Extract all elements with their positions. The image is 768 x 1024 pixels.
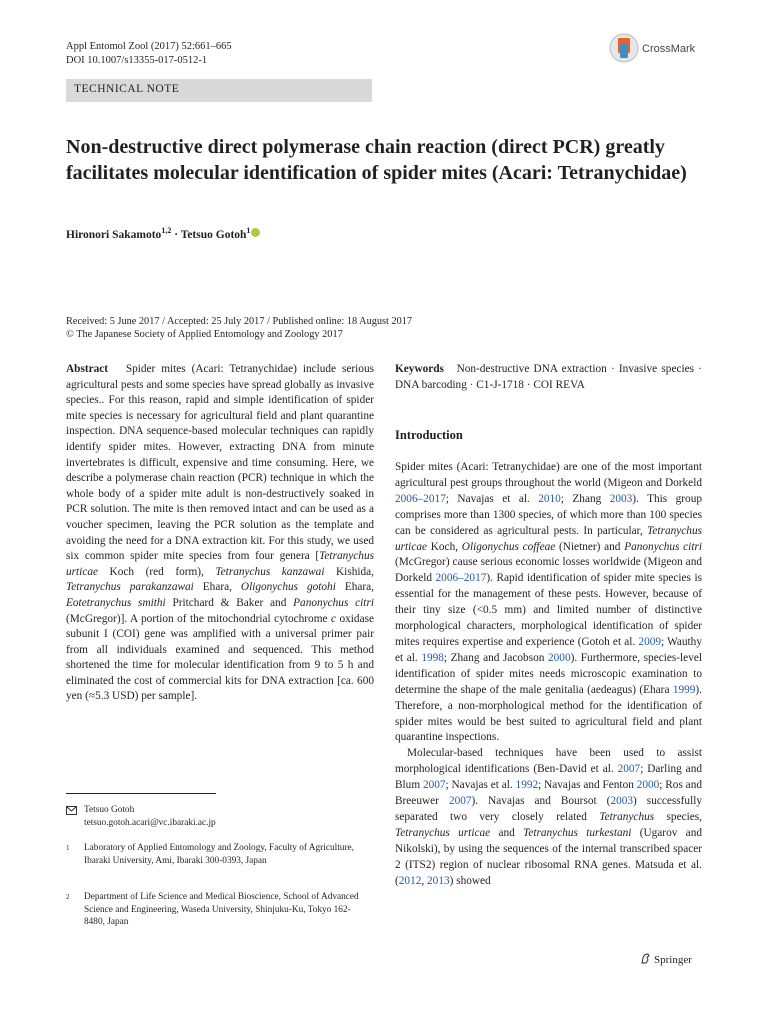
- text: ). This group comprises more than 1300 species, of which more than 100 species can be considered as agricultural pests. In particular,: [395, 492, 702, 537]
- dates-line: Received: 5 June 2017 / Accepted: 25 July 2017 / Published online: 18 August 2017: [66, 316, 413, 327]
- text: ; Darling and Blum: [395, 763, 702, 792]
- doi[interactable]: DOI 10.1007/s13355-017-0512-1: [66, 55, 208, 66]
- affiliation-1: [66, 842, 366, 867]
- citation-link[interactable]: 2000: [636, 779, 660, 792]
- species-name: Panonychus citri: [293, 596, 374, 609]
- introduction-body: [395, 460, 702, 889]
- text: ) successfully separated two very closely related: [395, 795, 703, 823]
- text: (Nietner) and: [555, 540, 625, 553]
- citation-link[interactable]: 2007: [448, 795, 472, 808]
- corresponding-author-name: Tetsuo Gotoh: [84, 805, 135, 815]
- text: species,: [654, 810, 702, 823]
- text: ; Zhang and Jacobson: [443, 651, 548, 664]
- affiliation-mark: 1: [246, 226, 251, 235]
- author-name[interactable]: Hironori Sakamoto: [66, 228, 162, 241]
- species-name: Tetranychus turkestani: [523, 826, 632, 839]
- species-name: Tetranychus urticae: [66, 550, 374, 578]
- text: ; Navajas and Fenton: [538, 779, 637, 792]
- citation-link[interactable]: 2006–2017: [435, 572, 487, 585]
- text: ,: [421, 874, 428, 887]
- text: Molecular-based techniques have been used to assist morphological identifications (Ben-David et al.: [395, 747, 702, 776]
- abstract-label: Abstract: [66, 363, 109, 375]
- species-name: Oligonychus gotohi: [240, 581, 336, 594]
- citation-link[interactable]: 2012: [398, 874, 422, 887]
- text: ). Therefore, a non-morphological method for the identification of spider mites would be best suited to agricultural field and plant quarantine inspections.: [395, 683, 702, 744]
- citation-link[interactable]: 1992: [515, 779, 539, 792]
- species-name: Eotetranychus smithi: [66, 596, 166, 609]
- species-name: Tetranychus parakanzawai: [66, 581, 194, 594]
- text: ; Navajas et al.: [445, 492, 539, 505]
- text: ; Ros and Breeuwer: [395, 779, 702, 808]
- affiliation-2: [66, 891, 366, 929]
- paper-title: Non-destructive direct polymerase chain reaction (direct PCR) greatly facilitates molecular identification of spider mites (Acari: Tetranychidae): [66, 136, 687, 184]
- paragraph: [395, 460, 702, 746]
- citation-link[interactable]: 2007: [617, 763, 641, 776]
- section-heading-introduction: Introduction: [395, 428, 463, 442]
- text: ; Zhang: [560, 492, 610, 505]
- keywords-text: Non-destructive DNA extraction · Invasive species · DNA barcoding · C1-J-1718 · COI REVA: [395, 363, 702, 391]
- keywords-label: Keywords: [395, 363, 444, 375]
- citation-link[interactable]: 2003: [610, 795, 634, 808]
- abstract-text: Ehara,: [335, 581, 374, 594]
- affiliation-text: Laboratory of Applied Entomology and Zoology, Faculty of Agriculture, Ibaraki University, Ami, Ibaraki 300-0393, Japan: [84, 843, 354, 866]
- species-name: Panonychus citri: [624, 540, 702, 553]
- text: ). Rapid identification of spider mite species is essential for the management of these pests. However, because of their tiny size (<0.5 mm) and limited number of distinctive morphological characters, morphological identification of spider mites requires expertise and experience (Gotoh et al.: [395, 572, 702, 648]
- text: (McGregor) cause serious economic losses worldwide (Migeon and Dorkeld: [395, 556, 702, 585]
- abstract-text: Ehara,: [193, 581, 241, 594]
- author-separator: ·: [171, 228, 181, 241]
- abstract-text: Koch (red form),: [98, 565, 216, 578]
- springer-horse-icon: [640, 953, 651, 964]
- species-name: Tetranychus urticae: [395, 524, 702, 553]
- text: ). Navajas and Boursot (: [471, 795, 611, 808]
- journal-reference: Appl Entomol Zool (2017) 52:661–665: [66, 41, 232, 52]
- affiliation-number: 1: [66, 844, 70, 852]
- citation-link[interactable]: 2003: [609, 492, 633, 505]
- affiliation-number: 2: [66, 893, 70, 901]
- affiliation-text: Department of Life Science and Medical Bioscience, School of Advanced Science and Engineering, Waseda University, Shinjuku-Ku, Tokyo 162-8480, Japan: [84, 892, 359, 927]
- species-name: Oligonychus coffeae: [461, 540, 556, 553]
- abstract-text: Spider mites (Acari: Tetranychidae) include serious agricultural pests and some species have spread globally as invasive species.. For this reason, rapid and simple identification of spider mite species is necessary for agricultural field and plant quarantine inspection. DNA sequence-based molecular techniques can rapidly identify spider mites. However, extracting DNA from minute invertebrates is difficult, expensive and time consuming. Here, we describe a polymerase chain reaction (PCR) technique in which the whole body of a spider mite adult is non-destructively soaked in PCR solution. The mite is then removed intact and can be used as a voucher specimen, leaving the PCR solution as the template and avoiding the need for a DNA extraction kit. For this study, we used six common spider mite species from four genera [: [66, 363, 374, 563]
- text: ; Navajas et al.: [445, 779, 516, 792]
- abstract-text: Pritchard & Baker and: [165, 596, 294, 609]
- orcid-icon[interactable]: [251, 228, 260, 237]
- paragraph: [395, 746, 702, 889]
- text: ). Furthermore, species-level identification of spider mites needs microscopic examination to determine the shape of the male genitalia (aedeagus) (Ehara: [395, 651, 702, 696]
- citation-link[interactable]: 1998: [421, 651, 444, 664]
- publisher-name: Springer: [654, 954, 692, 966]
- article-type: TECHNICAL NOTE: [74, 83, 180, 95]
- abstract-text: Kishida,: [324, 565, 374, 578]
- footnote-divider: [66, 793, 216, 794]
- abstract-text: (McGregor)]. A portion of the mitochondrial cytochrome: [66, 612, 331, 625]
- citation-link[interactable]: 2009: [638, 635, 662, 648]
- crossmark-label: CrossMark: [642, 43, 696, 55]
- author-list: [66, 226, 260, 241]
- text: Spider mites (Acari: Tetranychidae) are one of the most important agricultural pest groups throughout the world (Migeon and Dorkeld: [395, 461, 702, 489]
- citation-link[interactable]: 2000: [548, 651, 571, 664]
- crossmark-badge[interactable]: [609, 33, 709, 67]
- crossmark-icon: [609, 33, 639, 63]
- text: (Ugarov and Nikolski), by using the sequences of the internal transcribed spacer 2 (ITS2) region of nuclear ribosomal RNA genes. Matsuda et al. (: [395, 826, 702, 887]
- journal-citation: [66, 40, 232, 68]
- citation-link[interactable]: 2010: [538, 492, 561, 505]
- keywords: [395, 362, 702, 393]
- corresponding-author-email[interactable]: tetsuo.gotoh.acari@vc.ibaraki.ac.jp: [84, 817, 216, 828]
- citation-link[interactable]: 2007: [422, 779, 446, 792]
- corresponding-author: [66, 804, 366, 829]
- citation-link[interactable]: 1999: [672, 683, 696, 696]
- text: and: [490, 826, 524, 839]
- text: ; Wauthy et al.: [395, 635, 702, 664]
- envelope-icon: [66, 806, 77, 815]
- text: Koch,: [427, 540, 462, 553]
- citation-link[interactable]: 2006–2017: [395, 492, 446, 505]
- abstract: [66, 362, 374, 705]
- italic-letter: c: [330, 612, 336, 625]
- species-name: Tetranychus kanzawai: [215, 565, 325, 578]
- publication-dates: [66, 315, 412, 341]
- citation-link[interactable]: 2013: [427, 874, 450, 887]
- article-type-bar: [66, 79, 372, 102]
- publisher-logo: [640, 953, 692, 966]
- text: ) showed: [449, 874, 491, 887]
- abstract-text: oxidase subunit I (COI) gene was amplified with a universal primer pair from all individuals examined and sequenced. This method shortened the time for molecular identification from 9 to 5 h and eliminated the cost of commercial kits for DNA extraction [ca. 600 yen (≈5.3 USD) per sample].: [66, 612, 374, 703]
- affiliation-mark: 1,2: [161, 226, 172, 235]
- author-name[interactable]: Tetsuo Gotoh: [180, 228, 247, 241]
- species-name: Tetranychus: [599, 810, 655, 823]
- copyright-line: © The Japanese Society of Applied Entomology and Zoology 2017: [66, 329, 343, 340]
- species-name: Tetranychus urticae: [395, 826, 491, 839]
